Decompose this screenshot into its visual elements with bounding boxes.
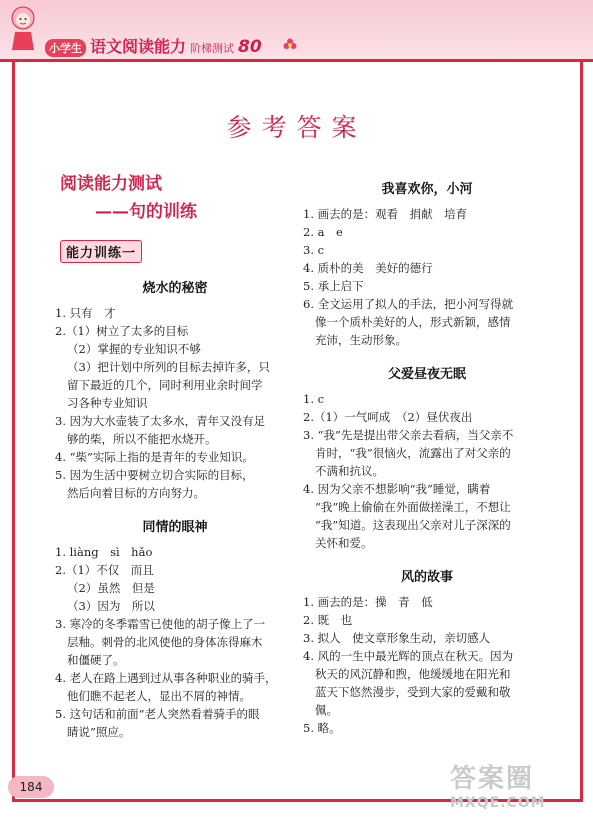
- article-title: 烧水的秘密: [142, 281, 208, 296]
- answer-line: 肯时，“我”很恼火，流露出了对父亲的: [315, 446, 511, 460]
- mascot-girl-icon: [6, 4, 40, 52]
- answer-line: 1. liàng sì hǎo: [55, 545, 153, 559]
- answer-line: 2.（1）树立了太多的目标: [55, 324, 189, 338]
- answer-line: 5. 因为生活中要树立切合实际的目标，: [55, 468, 254, 482]
- answer-line: 2. a e: [303, 225, 343, 239]
- watermark-line1: 答案圈: [450, 764, 535, 794]
- training-badge: 能力训练一: [60, 240, 142, 263]
- answer-line: 5. 略。: [303, 721, 341, 735]
- answer-line: 睛说”照应。: [67, 725, 131, 739]
- answer-line: 3. “我”先是提出带父亲去看病，当父亲不: [303, 428, 514, 442]
- answer-line: 充沛，生动形象。: [315, 333, 407, 347]
- watermark: [450, 758, 580, 818]
- answer-line: 秋天的风沉静和煦，他缓缓地在阳光和: [315, 667, 511, 681]
- watermark-line2: MXQE.COM: [450, 795, 546, 811]
- answer-line: 他们瞧不起老人，显出不屑的神情。: [67, 689, 251, 703]
- answer-line: 不满和抗议。: [315, 464, 384, 478]
- flower-icon: [283, 38, 297, 52]
- article-title: 父爱昼夜无眠: [387, 367, 466, 382]
- answer-line: 层釉。刺骨的北风使他的身体冻得麻木: [67, 635, 263, 649]
- answer-line: “我”晚上偷偷在外面做搓澡工，不想让: [315, 500, 511, 514]
- answer-line: 然后向着目标的方向努力。: [67, 486, 205, 500]
- answer-line: 1. 画去的是：操 青 低: [303, 595, 433, 609]
- answer-line: 4. 风的一生中最光辉的顶点在秋天。因为: [303, 649, 514, 663]
- article-title: 我喜欢你，小河: [381, 182, 473, 197]
- answer-line: （3）因为 所以: [67, 599, 155, 613]
- answer-line: 3. 寒冷的冬季霜雪已使他的胡子像上了一: [55, 617, 266, 631]
- header-band: [0, 0, 593, 62]
- answer-line: 蓝天下悠然漫步，受到大家的爱戴和敬: [315, 685, 511, 699]
- section-title: 阅读能力测试: [60, 174, 162, 194]
- answer-line: 1. c: [303, 392, 325, 406]
- article-title: 风的故事: [400, 570, 453, 585]
- answer-line: 和僵硬了。: [67, 653, 125, 667]
- right-column: [303, 178, 551, 737]
- answer-line: 关怀和爱。: [315, 536, 373, 550]
- answer-line: 5. 这句话和前面“老人突然看着骑手的眼: [55, 707, 260, 721]
- brand-main: 语文阅读能力: [90, 37, 187, 56]
- brand-number: 80: [238, 37, 262, 57]
- brand-tag: 小学生: [45, 39, 86, 57]
- answer-line: 3. c: [303, 243, 325, 257]
- answer-line: （3）把计划中所列的目标去掉许多，只: [67, 360, 270, 374]
- answer-line: 佩。: [315, 703, 338, 717]
- answer-line: 2.（1）不仅 而且: [55, 563, 154, 577]
- answer-line: “我”知道。这表现出父亲对儿子深深的: [315, 518, 511, 532]
- brand-sub: 阶梯测试: [190, 42, 235, 55]
- answer-line: 1. 画去的是：观看 捐献 培育: [303, 207, 468, 221]
- answer-line: 2.（1）一气呵成 （2）昼伏夜出: [303, 410, 473, 424]
- answer-line: 5. 承上启下: [303, 279, 364, 293]
- section-subtitle: ——句的训练: [95, 202, 197, 222]
- article-title: 同情的眼神: [142, 520, 208, 535]
- answer-line: 习各种专业知识: [67, 396, 148, 410]
- left-column: [55, 170, 295, 741]
- answer-line: 3. 拟人 使文章形象生动，亲切感人: [303, 631, 491, 645]
- page-number: 184: [8, 776, 54, 798]
- answer-line: （2）掌握的专业知识不够: [67, 342, 201, 356]
- answer-line: 留下最近的几个，同时利用业余时间学: [67, 378, 263, 392]
- series-brand: [45, 34, 262, 57]
- answer-line: 4. “柴”实际上指的是青年的专业知识。: [55, 450, 254, 464]
- answer-line: 4. 质朴的美 美好的德行: [303, 261, 433, 275]
- answer-line: 3. 因为大水壶装了太多水，青年又没有足: [55, 414, 266, 428]
- page-title: 参考答案: [226, 113, 367, 142]
- answer-line: 4. 老人在路上遇到过从事各种职业的骑手，: [55, 671, 277, 685]
- answer-line: 2. 既 也: [303, 613, 353, 627]
- answer-line: 6. 全文运用了拟人的手法，把小河写得就: [303, 297, 514, 311]
- answer-line: 1. 只有 才: [55, 306, 116, 320]
- answer-line: 够的柴，所以不能把水烧开。: [67, 432, 217, 446]
- answer-line: 4. 因为父亲不想影响“我”睡觉，瞒着: [303, 482, 491, 496]
- answer-line: （2）虽然 但是: [67, 581, 155, 595]
- answer-line: 像一个质朴美好的人，形式新颖，感情: [315, 315, 511, 329]
